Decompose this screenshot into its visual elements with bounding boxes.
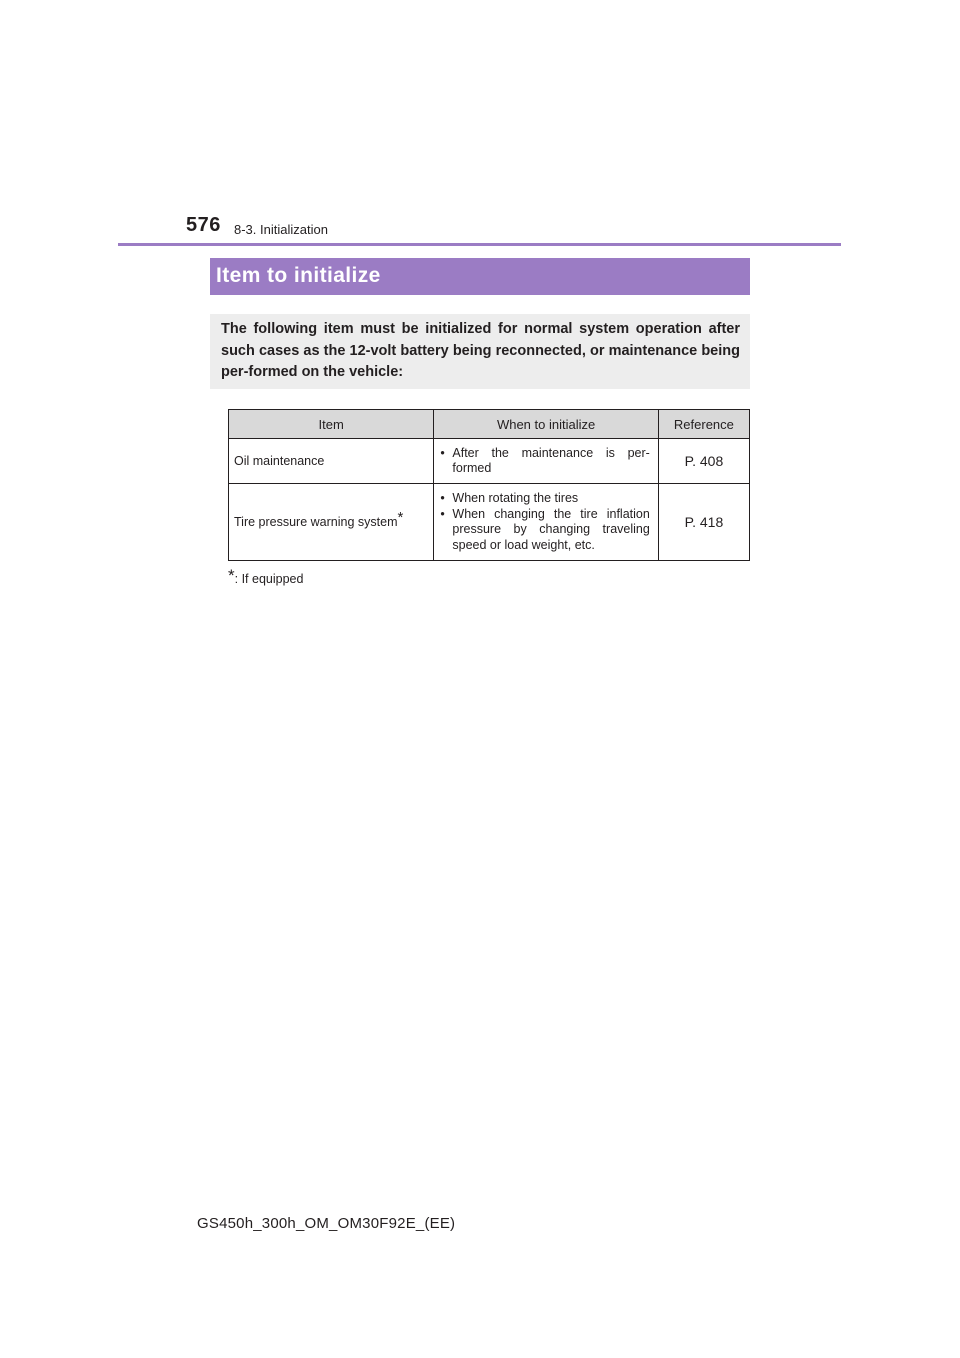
reference-cell — [658, 439, 749, 484]
bullet-icon: • — [440, 445, 445, 460]
list-item — [440, 446, 649, 477]
when-text: After the maintenance is per-formed — [452, 445, 650, 475]
footnote — [228, 566, 303, 586]
page-reference-link[interactable]: P. 408 — [684, 453, 724, 469]
list-item — [440, 491, 649, 507]
item-name: Tire pressure warning system — [234, 515, 398, 529]
table-header-row — [229, 410, 750, 439]
column-header-item: Item — [229, 410, 434, 439]
asterisk-mark: * — [228, 566, 235, 585]
item-name: Oil maintenance — [234, 454, 325, 468]
initialization-table — [228, 409, 750, 561]
page-number: 576 — [186, 214, 221, 236]
section-heading-bar — [210, 258, 750, 295]
footnote-text: : If equipped — [234, 572, 304, 586]
when-cell — [434, 484, 658, 561]
table-row — [229, 439, 750, 484]
when-text: When rotating the tires — [452, 491, 579, 505]
reference-cell — [658, 484, 749, 561]
intro-text: The following item must be initialized for normal system operation after such cases as the 12-volt battery being reconnected, or maintenance being per-formed on the vehicle: — [221, 321, 740, 380]
header-divider — [118, 243, 841, 246]
asterisk-mark: * — [397, 509, 404, 526]
document-code: GS450h_300h_OM_OM30F92E_(EE) — [197, 1215, 456, 1232]
bullet-icon: • — [440, 491, 445, 505]
table-row — [229, 484, 750, 561]
section-title: 8-3. Initialization — [234, 222, 328, 237]
column-header-reference: Reference — [658, 410, 749, 439]
list-item — [440, 507, 649, 554]
page-reference-link[interactable]: P. 418 — [684, 514, 724, 530]
when-text: When changing the tire inflation pressure by changing traveling speed or load weight, etc. — [452, 506, 650, 552]
item-cell — [229, 439, 434, 484]
item-cell — [229, 484, 434, 561]
intro-box — [210, 314, 750, 389]
section-heading: Item to initialize — [216, 264, 381, 287]
bullet-icon: • — [440, 506, 445, 521]
column-header-when: When to initialize — [434, 410, 658, 439]
when-cell — [434, 439, 658, 484]
